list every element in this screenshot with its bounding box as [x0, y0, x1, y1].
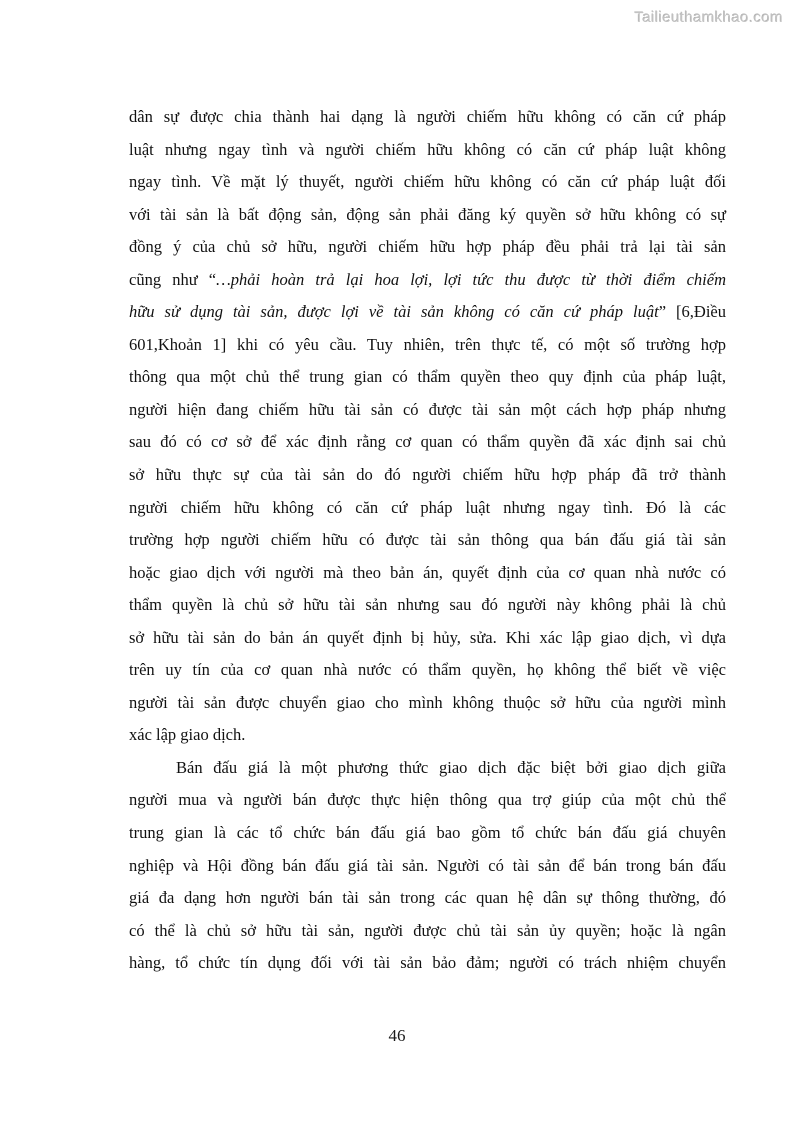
text-segment: luật nhưng ngay tình và người chiếm hữu không có căn cứ pháp luật không: [129, 139, 726, 159]
text-segment: thẩm quyền là chủ sở hữu tài sản nhưng sau đó người này không phải là chủ: [129, 595, 726, 615]
text-segment: cũng như “: [129, 269, 217, 289]
text-segment: thông qua một chủ thể trung gian có thẩm quyền theo quy định của pháp luật,: [129, 367, 726, 387]
text-segment: trung gian là các tổ chức bán đấu giá bao gồm tổ chức bán đấu giá chuyên: [129, 823, 726, 843]
text-line: [129, 589, 726, 622]
text-line: [129, 394, 726, 427]
text-line: [129, 199, 726, 232]
text-line: [129, 329, 726, 362]
text-segment: đồng ý của chủ sở hữu, người chiếm hữu hợp pháp đều phải trả lại tài sản: [129, 237, 726, 257]
text-line: [129, 622, 726, 655]
watermark: Tailieuthamkhao.com: [634, 9, 783, 26]
text-segment: trên uy tín của cơ quan nhà nước có thẩm quyền, họ không thể biết về việc: [129, 660, 726, 680]
text-segment: có thể là chủ sở hữu tài sản, người được chủ tài sản ủy quyền; hoặc là ngân: [129, 920, 726, 940]
text-line: [129, 231, 726, 264]
text-line: [129, 719, 726, 752]
text-line: [129, 687, 726, 720]
italic-text-segment: …phải hoàn trả lại hoa lợi, lợi tức thu được từ thời điểm chiếm: [216, 269, 726, 289]
text-line: [129, 784, 726, 817]
text-segment: người tài sản được chuyển giao cho mình không thuộc sở hữu của người mình: [129, 692, 726, 712]
text-line: [129, 361, 726, 394]
text-segment: sở hữu tài sản do bản án quyết định bị hủy, sửa. Khi xác lập giao dịch, vì dựa: [129, 627, 726, 647]
text-segment: người hiện đang chiếm hữu tài sản có được tài sản một cách hợp pháp nhưng: [129, 399, 726, 419]
text-segment: Bán đấu giá là một phương thức giao dịch đặc biệt bởi giao dịch giữa: [176, 757, 726, 777]
text-line: [129, 752, 726, 785]
text-segment: nghiệp và Hội đồng bán đấu giá tài sản. Người có tài sản để bán trong bán đấu: [129, 855, 726, 875]
text-line: [129, 524, 726, 557]
text-line: [129, 264, 726, 297]
text-line: [129, 915, 726, 948]
text-line: [129, 850, 726, 883]
text-line: [129, 101, 726, 134]
body-text: [129, 101, 726, 980]
text-line: [129, 947, 726, 980]
text-segment: ngay tình. Về mặt lý thuyết, người chiếm hữu không có căn cứ pháp luật đối: [129, 172, 726, 192]
text-segment: trường hợp người chiếm hữu có được tài sản thông qua bán đấu giá tài sản: [129, 530, 726, 550]
text-segment: xác lập giao dịch.: [129, 725, 246, 745]
text-line: [129, 557, 726, 590]
text-line: [129, 817, 726, 850]
text-segment: với tài sản là bất động sản, động sản phải đăng ký quyền sở hữu không có sự: [129, 204, 726, 224]
text-line: [129, 882, 726, 915]
text-line: [129, 492, 726, 525]
text-line: [129, 166, 726, 199]
italic-text-segment: hữu sử dụng tài sản, được lợi về tài sản không có căn cứ pháp luật: [129, 302, 659, 322]
text-segment: ” [6,Điều: [658, 302, 726, 322]
text-line: [129, 134, 726, 167]
text-line: [129, 654, 726, 687]
text-segment: dân sự được chia thành hai dạng là người chiếm hữu không có căn cứ pháp: [129, 107, 726, 126]
text-line: [129, 296, 726, 329]
text-segment: người chiếm hữu không có căn cứ pháp luật nhưng ngay tình. Đó là các: [129, 497, 726, 517]
text-segment: hoặc giao dịch với người mà theo bản án, quyết định của cơ quan nhà nước có: [129, 562, 726, 582]
text-segment: hàng, tổ chức tín dụng đối với tài sản bảo đảm; người có trách nhiệm chuyển: [129, 953, 726, 973]
text-line: [129, 459, 726, 492]
text-segment: sau đó có cơ sở để xác định rằng cơ quan có thẩm quyền đã xác định sai chủ: [129, 432, 726, 452]
page-number: 46: [388, 1026, 406, 1045]
text-segment: sở hữu thực sự của tài sản do đó người chiếm hữu hợp pháp đã trở thành: [129, 465, 726, 485]
text-segment: người mua và người bán được thực hiện thông qua trợ giúp của một chủ thể: [129, 790, 726, 810]
text-line: [129, 426, 726, 459]
text-segment: giá đa dạng hơn người bán tài sản trong các quan hệ dân sự thông thường, đó: [129, 888, 726, 908]
text-segment: 601,Khoản 1] khi có yêu cầu. Tuy nhiên, trên thực tế, có một số trường hợp: [129, 334, 726, 354]
